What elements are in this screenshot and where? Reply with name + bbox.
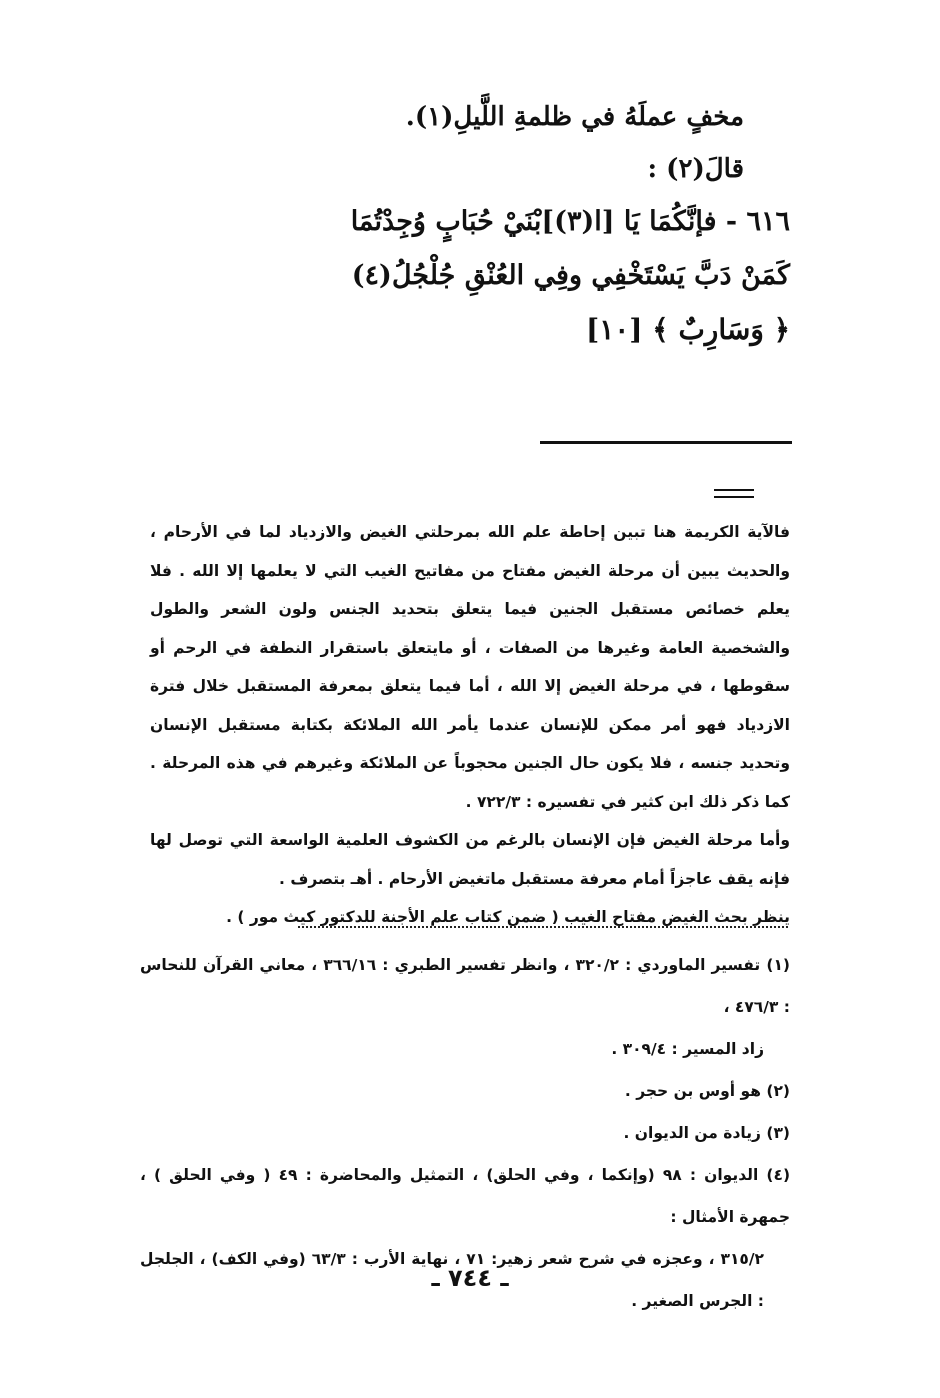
footnote-1: [140, 944, 790, 1070]
main-text-line-1: مخفٍ عملَهُ في ظلمةِ اللَّيلِ(١).: [405, 102, 744, 132]
footnote-3: [140, 1112, 790, 1154]
footnote-2: [140, 1070, 790, 1112]
footnote-4-first-line: (٤) الديوان : ٩٨ (وإنكما ، وفي الحلق) ، التمثيل والمحاضرة : ٤٩ ( وفي الحلق ) ، جمهرة الأمثال :: [140, 1166, 791, 1226]
footnote-1-first-line: (١) تفسير الماوردي : ٣٢٠/٢ ، وانظر تفسير الطبري : ٣٦٦/١٦ ، معاني القرآن للنحاس : ٤٧٦/٣ ،: [140, 956, 790, 1016]
footnote-4-continuation: ٣١٥/٢ ، وعجزه في شرح شعر زهير: ٧١ ، نهاية الأرب : ٦٣/٣ (وفي الكف) ، الجلجل : الجرس الصغير .: [140, 1250, 764, 1310]
quran-verse-reference: ﴿ وَسَارِبٌ ﴾ [١٠]: [585, 313, 790, 346]
section-divider-rule: [540, 441, 792, 444]
page-number: ـ ٧٤٤ ـ: [431, 1264, 509, 1292]
poem-verse-first-hemistich: ٦١٦ - فإنَّكُمَا يَا [ا(٣)]بْنَيْ حُبَابٍ وُجِدْتُمَا: [350, 206, 790, 237]
commentary-paragraph-2: وأما مرحلة الغيض فإن الإنسان بالرغم من الكشوف العلمية الواسعة التي توصل لها فإنه يقف عاجزاً أمام معرفة مستقبل ماتغيض الأرحام . أهـ بتصرف .: [150, 831, 790, 888]
footnote-1-continuation: زاد المسير : ٣٠٩/٤ .: [611, 1040, 764, 1058]
footnote-2-text: (٢) هو أوس بن حجر .: [624, 1082, 790, 1100]
commentary-paragraph-3: ينظر بحث الغيض مفتاح الغيب ( ضمن كتاب علم الأجنة للدكتور كيث مور ) .: [226, 908, 790, 926]
continuation-mark: [714, 489, 754, 498]
footnote-commentary: [150, 513, 790, 937]
footnote-separator: [298, 926, 788, 928]
commentary-paragraph-1: فالآية الكريمة هنا تبين إحاطة علم الله بمرحلتي الغيض والازدياد لما في الأرحام ، والحديث يبين أن مرحلة الغيض مفتاح من مفاتيح الغيب التي لا يعلمها إلا الله . فلا يعلم خصائص مستقبل الجنين فيما يتعلق بتحديد الجنس ولون الشعر والطول والشخصية العامة وغيرها من الصفات ، أو مايتعلق باستقرار النطفة في الرحم أو سقوطها ، في مرحلة الغيض إلا الله ، أما فيما يتعلق بمعرفة المستقبل خلال فترة الازدياد فهو أمر ممكن للإنسان عندما يأمر الله الملائكة بكتابة مستقبل الإنسان وتحديد جنسه ، فلا يكون حال الجنين محجوباً عن الملائكة وغيرهم في هذه المرحلة . كما ذكر ذلك ابن كثير في تفسيره : ٧٢٢/٣ .: [150, 523, 790, 811]
footnote-3-text: (٣) زيادة من الديوان .: [623, 1124, 790, 1142]
main-text-line-2: قالَ(٢) :: [647, 154, 744, 184]
poem-verse-second-hemistich: كَمَنْ دَبَّ يَسْتَخْفِي وفِي العُنْقِ جُلْجُلُ(٤): [351, 260, 790, 291]
